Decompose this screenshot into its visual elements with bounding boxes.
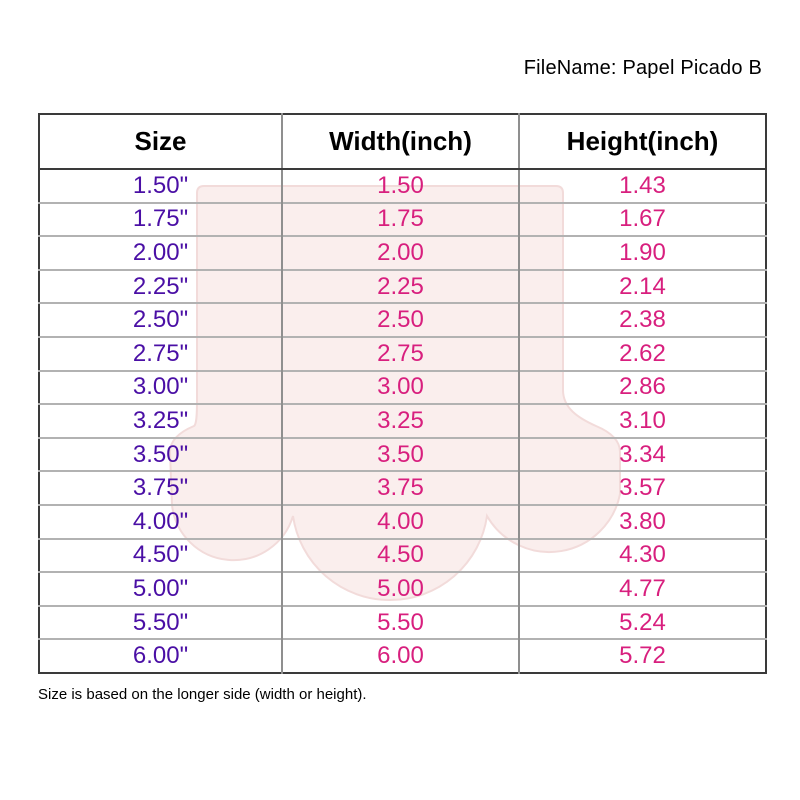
height-cell: 1.67 [519,203,766,237]
width-cell: 4.50 [282,539,519,573]
size-cell: 2.25" [39,270,282,304]
size-cell: 5.50" [39,606,282,640]
width-cell: 2.75 [282,337,519,371]
height-cell: 2.86 [519,371,766,405]
height-cell: 2.38 [519,303,766,337]
footnote-text: Size is based on the longer side (width or height). [38,686,367,703]
size-cell: 1.75" [39,203,282,237]
height-cell: 3.57 [519,471,766,505]
table-row [39,639,766,673]
height-cell: 1.90 [519,236,766,270]
column-header-size: Size [39,114,282,169]
height-cell: 5.24 [519,606,766,640]
table-row [39,438,766,472]
size-cell: 4.00" [39,505,282,539]
size-cell: 6.00" [39,639,282,673]
height-cell: 2.14 [519,270,766,304]
width-cell: 3.75 [282,471,519,505]
size-cell: 3.50" [39,438,282,472]
table-row [39,471,766,505]
table-row [39,203,766,237]
table-row [39,337,766,371]
table-row [39,505,766,539]
width-cell: 5.00 [282,572,519,606]
size-table [38,113,767,674]
width-cell: 5.50 [282,606,519,640]
table-row [39,539,766,573]
table-row [39,236,766,270]
size-cell: 5.00" [39,572,282,606]
width-cell: 3.50 [282,438,519,472]
height-cell: 5.72 [519,639,766,673]
width-cell: 1.75 [282,203,519,237]
width-cell: 2.25 [282,270,519,304]
width-cell: 2.00 [282,236,519,270]
height-cell: 2.62 [519,337,766,371]
table-row [39,270,766,304]
header-row [39,114,766,169]
size-table-header [39,114,766,169]
table-row [39,303,766,337]
filename-label: FileName: Papel Picado B [523,57,762,79]
width-cell: 1.50 [282,169,519,203]
column-header-width: Width(inch) [282,114,519,169]
size-cell: 3.00" [39,371,282,405]
height-cell: 1.43 [519,169,766,203]
height-cell: 3.10 [519,404,766,438]
size-cell: 3.25" [39,404,282,438]
size-cell: 4.50" [39,539,282,573]
size-cell: 3.75" [39,471,282,505]
width-cell: 3.25 [282,404,519,438]
height-cell: 3.80 [519,505,766,539]
height-cell: 4.77 [519,572,766,606]
table-row [39,169,766,203]
table-row [39,572,766,606]
size-cell: 2.00" [39,236,282,270]
width-cell: 4.00 [282,505,519,539]
table-row [39,606,766,640]
size-cell: 1.50" [132,171,189,199]
height-cell: 3.34 [519,438,766,472]
table-row [39,404,766,438]
size-cell: 2.50" [39,303,282,337]
column-header-height: Height(inch) [519,114,766,169]
height-cell: 4.30 [519,539,766,573]
size-cell: 2.75" [39,337,282,371]
size-table-container [38,113,765,674]
size-table-body [39,169,766,673]
width-cell: 3.00 [282,371,519,405]
table-row [39,371,766,405]
width-cell: 6.00 [282,639,519,673]
width-cell: 2.50 [282,303,519,337]
